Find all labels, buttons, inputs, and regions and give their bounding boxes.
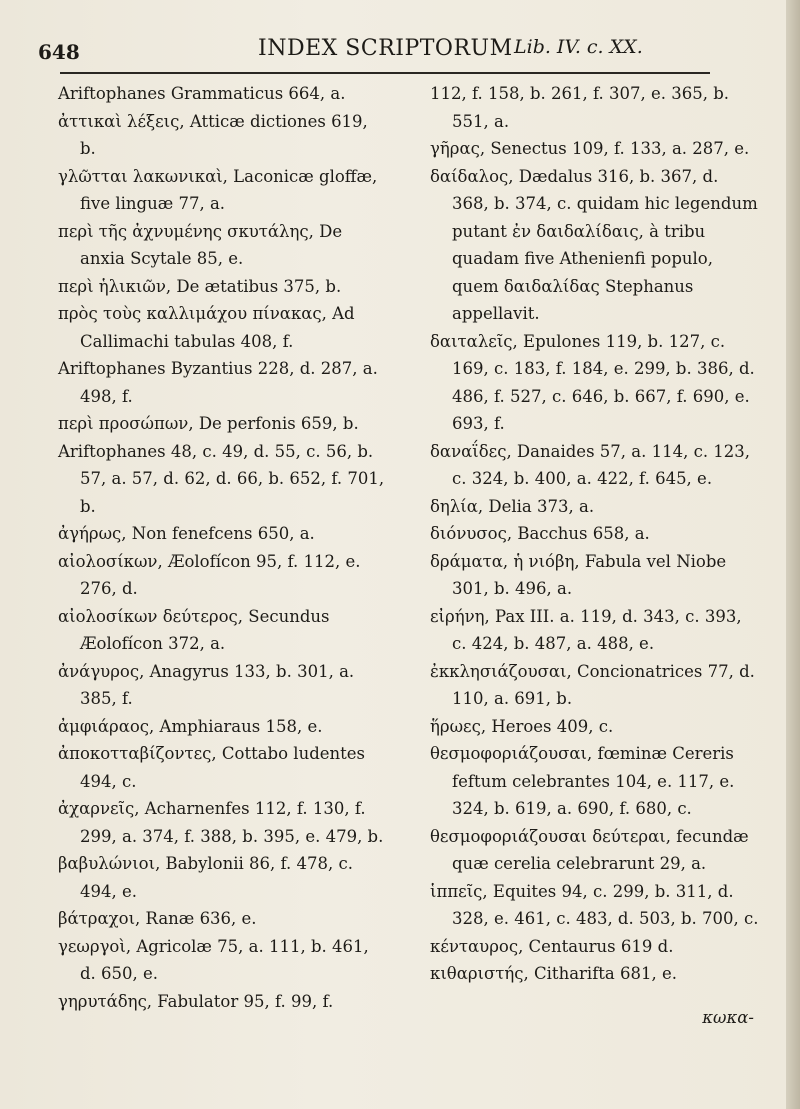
index-entry: γεωργοὶ, Agricolæ 75, a. 111, b. 461, d. 650, e. bbox=[58, 936, 369, 983]
index-entry: Ariftophanes Byzantius 228, d. 287, a. 498, f. bbox=[58, 359, 378, 406]
index-entry: δαναΐδες, Danaides 57, a. 114, c. 123, c. 324, b. 400, a. 422, f. 645, e. bbox=[430, 441, 751, 488]
index-entry: κιθαριστής, Citharifta 681, e. bbox=[430, 964, 678, 983]
left-column bbox=[58, 80, 388, 1015]
index-entry: ἀχαρνεῖς, Acharnenfes 112, f. 130, f. 299, a. 374, f. 388, b. 395, e. 479, b. bbox=[58, 799, 384, 846]
index-entry: Ariftophanes 48, c. 49, d. 55, c. 56, b. 57, a. 57, d. 62, d. 66, b. 652, f. 701, b. bbox=[58, 441, 385, 516]
index-entry: ἐκκλησιάζουσαι, Concionatrices 77, d. 110, a. 691, b. bbox=[430, 661, 755, 708]
index-entry: δαίδαλος, Dædalus 316, b. 367, d. 368, b. 374, c. quidam hic legendum putant ἐν δαιδαλίδαις, à tribu quadam five Athenienfi populo, quem δαιδαλίδας Stephanus appellavit. bbox=[430, 166, 758, 323]
index-entry: δράματα, ἡ νιόβη, Fabula vel Niobe 301, b. 496, a. bbox=[430, 551, 727, 598]
index-entry: αἰολοσίκων δεύτερος, Secundus Æolofícon 372, a. bbox=[58, 606, 330, 653]
index-entry: ἀγήρως, Non fenefcens 650, a. bbox=[58, 524, 315, 543]
index-entry: ἀνάγυρος, Anagyrus 133, b. 301, a. 385, f. bbox=[58, 661, 355, 708]
index-entry: εἰρήνη, Pax III. a. 119, d. 343, c. 393, c. 424, b. 487, a. 488, e. bbox=[430, 606, 742, 653]
index-entry: γλῶτται λακωνικαὶ, Laconicæ gloffæ, five linguæ 77, a. bbox=[58, 166, 378, 213]
running-title: INDEX SCRIPTORUM bbox=[258, 36, 513, 61]
index-entry: ἀποκοτταβίζοντες, Cottabo ludentes 494, c. bbox=[58, 744, 366, 791]
index-entry: βαβυλώνιοι, Babylonii 86, f. 478, c. 494, e. bbox=[58, 854, 354, 901]
index-entry: βάτραχοι, Ranæ 636, e. bbox=[58, 909, 257, 928]
index-entry: περὶ τῆς ἀχνυμένης σκυτάλης, De anxia Scytale 85, e. bbox=[58, 221, 343, 268]
right-column bbox=[430, 80, 760, 1048]
book-chapter-reference: Lib. IV. c. XX. bbox=[514, 36, 643, 58]
index-entry: γῆρας, Senectus 109, f. 133, a. 287, e. bbox=[430, 139, 750, 158]
index-entry: Ariftophanes Grammaticus 664, a. bbox=[58, 84, 346, 103]
header-rule bbox=[60, 72, 710, 74]
index-entry: 112, f. 158, b. 261, f. 307, e. 365, b. 551, a. bbox=[430, 84, 730, 131]
index-entry: θεσμοφοριάζουσαι, fœminæ Cereris feftum celebrantes 104, e. 117, e. 324, b. 619, a. 690, f. 680, c. bbox=[430, 744, 735, 818]
index-entry: ἀμφιάραος, Amphiaraus 158, e. bbox=[58, 716, 323, 736]
index-entry: διόνυσος, Bacchus 658, a. bbox=[430, 524, 650, 543]
page-number: 648 bbox=[38, 40, 80, 64]
index-entry: πρὸς τοὺς καλλιμάχου πίνακας, Ad Callimachi tabulas 408, f. bbox=[58, 304, 355, 351]
catchword: κωκα- bbox=[702, 1008, 754, 1027]
page-header bbox=[38, 14, 758, 64]
index-entry: ἀττικαὶ λέξεις, Atticæ dictiones 619, b. bbox=[58, 111, 368, 158]
index-entry: ἱππεῖς, Equites 94, c. 299, b. 311, d. 328, e. 461, c. 483, d. 503, b. 700, c. bbox=[430, 881, 759, 928]
index-entry: θεσμοφοριάζουσαι δεύτεραι, fecundæ quæ cerelia celebrarunt 29, a. bbox=[430, 826, 749, 873]
page-edge-shadow bbox=[786, 0, 800, 1109]
index-entry: δαιταλεῖς, Epulones 119, b. 127, c. 169, c. 183, f. 184, e. 299, b. 386, d. 486, f. 527, c. 646, b. 667, f. 690, e. 693, f. bbox=[430, 331, 755, 433]
index-entry: αἰολοσίκων, Æolofícon 95, f. 112, e. 276, d. bbox=[58, 551, 361, 598]
index-entry: ἥρωες, Heroes 409, c. bbox=[430, 716, 614, 736]
index-entry: περὶ ἡλικιῶν, De ætatibus 375, b. bbox=[58, 276, 342, 296]
index-entry: κένταυρος, Centaurus 619 d. bbox=[430, 936, 674, 956]
index-entry: περὶ προσώπων, De perfonis 659, b. bbox=[58, 414, 359, 433]
index-entry: δηλία, Delia 373, a. bbox=[430, 496, 595, 516]
index-entry: γηρυτάδης, Fabulator 95, f. 99, f. bbox=[58, 991, 334, 1011]
